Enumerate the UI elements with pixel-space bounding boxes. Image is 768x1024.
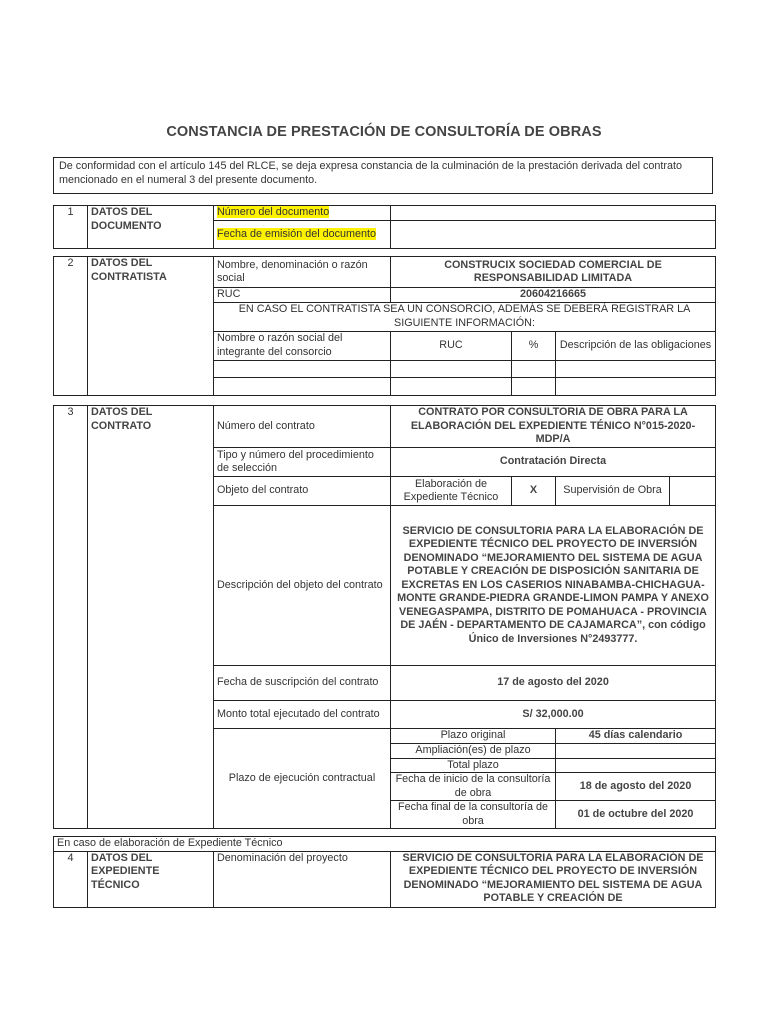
object-option-supervision-mark xyxy=(670,477,716,506)
emission-date-label xyxy=(214,221,391,249)
section-3-table xyxy=(53,405,716,829)
description-value: SERVICIO DE CONSULTORIA PARA LA ELABORACIÓN DE EXPEDIENTE TÉCNICO DEL PROYECTO DE INVERSIÓN DENOMINADO “MEJORAMIENTO DEL SISTEMA DE AGUA POTABLE Y CREACIÓN DE DISPOSICIÓN SANITARIA DE EXCRETAS EN LOS CASERIOS NINABAMBA-CHICHAGUA-MONTE GRANDE-PIEDRA GRANDE-LIMON PAMPA Y ANEXO VENEGASPAMPA, DISTRITO DE POMAHUACA - PROVINCIA DE JAÉN - DEPARTAMENTO DE CAJAMARCA”, con código Único de Inversiones N°2493777. xyxy=(391,506,716,666)
section-4-table xyxy=(53,836,716,908)
object-option-mark: X xyxy=(512,477,556,506)
contractor-name-value: CONSTRUCIX SOCIEDAD COMERCIAL DE RESPONSABILIDAD LIMITADA xyxy=(391,257,716,288)
col-ruc-header: RUC xyxy=(391,331,512,360)
extensions-value xyxy=(556,744,716,759)
section-4-number: 4 xyxy=(54,851,88,907)
col-member-header: Nombre o razón social del integrante del consorcio xyxy=(214,331,391,360)
term-label: Plazo de ejecución contractual xyxy=(214,729,391,829)
doc-number-field[interactable] xyxy=(391,206,716,221)
intro-paragraph: De conformidad con el artículo 145 del RLCE, se deja expresa constancia de la culminación de la prestación derivada del contrato mencionado en el numeral 3 del presente documento. xyxy=(53,157,713,194)
contract-number-value: CONTRATO POR CONSULTORIA DE OBRA PARA LA ELABORACIÓN DEL EXPEDIENTE TÉNICO N°015-2020-MDP/A xyxy=(391,406,716,448)
procedure-value: Contratación Directa xyxy=(391,448,716,477)
end-date-value: 01 de octubre del 2020 xyxy=(556,801,716,829)
object-option-supervision: Supervisión de Obra xyxy=(556,477,670,506)
signing-date-value: 17 de agosto del 2020 xyxy=(391,666,716,701)
start-date-label: Fecha de inicio de la consultoría de obra xyxy=(391,773,556,801)
end-date-label: Fecha final de la consultoría de obra xyxy=(391,801,556,829)
col-pct-header: % xyxy=(512,331,556,360)
original-term-label: Plazo original xyxy=(391,729,556,744)
amount-label: Monto total ejecutado del contrato xyxy=(214,701,391,729)
consortium-row-2-obligations[interactable] xyxy=(556,377,716,395)
total-term-value xyxy=(556,758,716,773)
project-name-label: Denominación del proyecto xyxy=(214,851,391,907)
consortium-row-1-ruc[interactable] xyxy=(391,360,512,377)
signing-date-label: Fecha de suscripción del contrato xyxy=(214,666,391,701)
section-2-number: 2 xyxy=(54,257,88,396)
contractor-name-label: Nombre, denominación o razón social xyxy=(214,257,391,288)
contractor-ruc-label: RUC xyxy=(214,288,391,303)
consortium-row-2-pct[interactable] xyxy=(512,377,556,395)
section-3-number: 3 xyxy=(54,406,88,829)
section-2-table xyxy=(53,256,716,396)
consortium-row-2-member[interactable] xyxy=(214,377,391,395)
section-1-number: 1 xyxy=(54,206,88,249)
section-4-caption: En caso de elaboración de Expediente Técnico xyxy=(54,837,716,852)
object-option-expediente: Elaboración de Expediente Técnico xyxy=(391,477,512,506)
section-1-table xyxy=(53,205,716,249)
extensions-label: Ampliación(es) de plazo xyxy=(391,744,556,759)
doc-number-label xyxy=(214,206,391,221)
object-label: Objeto del contrato xyxy=(214,477,391,506)
document-title: CONSTANCIA DE PRESTACIÓN DE CONSULTORÍA DE OBRAS xyxy=(166,124,602,140)
emission-date-label-text: Fecha de emisión del documento xyxy=(217,227,377,240)
consortium-note: EN CASO EL CONTRATISTA SEA UN CONSORCIO, ADEMÁS SE DEBERÁ REGISTRAR LA SIGUIENTE INFORMACIÓN: xyxy=(214,302,716,331)
start-date-value: 18 de agosto del 2020 xyxy=(556,773,716,801)
consortium-row-1-pct[interactable] xyxy=(512,360,556,377)
section-3-label: DATOS DEL CONTRATO xyxy=(88,406,214,829)
doc-number-label-text: Número del documento xyxy=(217,206,330,219)
consortium-row-2-ruc[interactable] xyxy=(391,377,512,395)
amount-value: S/ 32,000.00 xyxy=(391,701,716,729)
contract-number-label: Número del contrato xyxy=(214,406,391,448)
col-obligations-header: Descripción de las obligaciones xyxy=(556,331,716,360)
total-term-label: Total plazo xyxy=(391,758,556,773)
consortium-row-1-obligations[interactable] xyxy=(556,360,716,377)
original-term-value: 45 días calendario xyxy=(556,729,716,744)
section-2-label: DATOS DEL CONTRATISTA xyxy=(88,257,214,396)
section-1-label: DATOS DEL DOCUMENTO xyxy=(88,206,214,249)
contractor-ruc-value: 20604216665 xyxy=(391,288,716,303)
project-name-value: SERVICIO DE CONSULTORIA PARA LA ELABORACIÓN DE EXPEDIENTE TÉCNICO DEL PROYECTO DE INVERSIÓN DENOMINADO “MEJORAMIENTO DEL SISTEMA DE AGUA POTABLE Y CREACIÓN DE xyxy=(391,851,716,907)
description-label: Descripción del objeto del contrato xyxy=(214,506,391,666)
section-4-label: DATOS DEL EXPEDIENTE TÉCNICO xyxy=(88,851,214,907)
procedure-label: Tipo y número del procedimiento de selección xyxy=(214,448,391,477)
consortium-row-1-member[interactable] xyxy=(214,360,391,377)
emission-date-field[interactable] xyxy=(391,221,716,249)
